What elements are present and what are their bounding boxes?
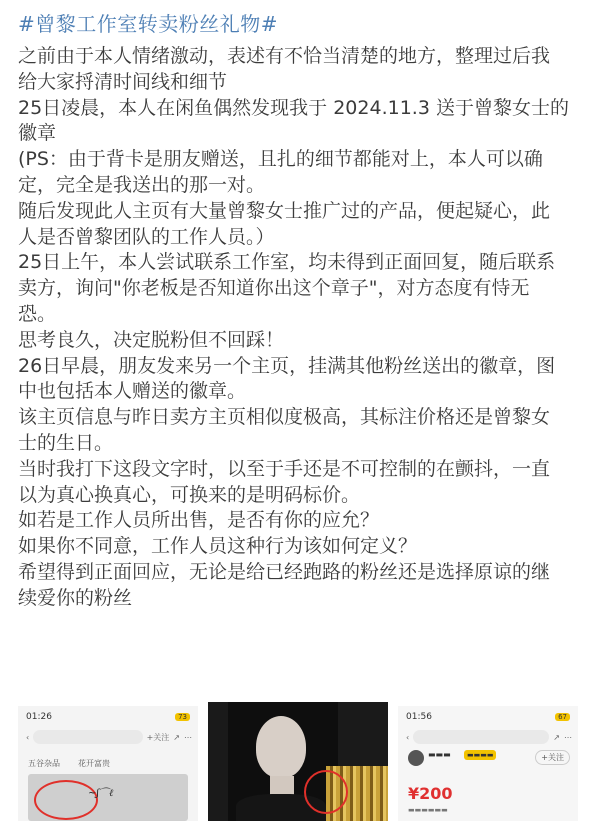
top-bar bbox=[406, 728, 572, 746]
body-line: 士的生日。 bbox=[18, 431, 114, 454]
photo-thumbnail-badge[interactable] bbox=[208, 702, 388, 821]
seller-badge: ▬▬▬▬ bbox=[464, 750, 496, 760]
back-arrow-icon[interactable]: ‹ bbox=[406, 732, 410, 742]
body-line: 如果你不同意，工作人员这种行为该如何定义？ bbox=[18, 535, 418, 558]
category-tag: 花开富贵 bbox=[78, 759, 110, 768]
status-bar bbox=[26, 712, 190, 722]
body-line: 当时我打下这段文字时，以至于手还是不可控制的在颤抖，一直 bbox=[18, 457, 551, 480]
body-line: 思考良久，决定脱粉但不回踩！ bbox=[18, 328, 285, 351]
back-arrow-icon[interactable]: ‹ bbox=[26, 732, 30, 742]
follow-button[interactable]: +关注 bbox=[535, 750, 570, 765]
search-box[interactable] bbox=[33, 730, 142, 744]
item-price: ¥200 bbox=[408, 784, 453, 803]
body-line: 续爱你的粉丝 bbox=[18, 586, 133, 609]
handwriting-image: ~ʃ⌒ℓ bbox=[88, 788, 114, 799]
seller-avatar[interactable] bbox=[408, 750, 424, 766]
portrait-face bbox=[256, 716, 306, 778]
search-box[interactable] bbox=[413, 730, 549, 744]
body-line: 徽章 bbox=[18, 122, 57, 145]
body-line: 恐。 bbox=[18, 302, 57, 325]
body-line: 25日凌晨，本人在闲鱼偶然发现我于 2024.11.3 送于曾黎女士的 bbox=[18, 96, 569, 119]
share-icon[interactable]: ↗ bbox=[553, 732, 560, 742]
body-line: 给大家捋清时间线和细节 bbox=[18, 70, 228, 93]
status-time: 01:26 bbox=[26, 712, 52, 722]
body-line: 26日早晨，朋友发来另一个主页，挂满其他粉丝送出的徽章，图 bbox=[18, 354, 556, 377]
portrait-neck bbox=[270, 776, 294, 796]
battery-indicator bbox=[171, 712, 190, 722]
status-time: 01:56 bbox=[406, 712, 432, 722]
body-line: 之前由于本人情绪激动，表述有不恰当清楚的地方，整理过后我 bbox=[18, 45, 551, 67]
item-meta: ▬▬▬▬▬▬ bbox=[408, 806, 448, 814]
seller-name-image: ▬▬▬ bbox=[428, 750, 451, 759]
body-line: 希望得到正面回应，无论是给已经跑路的粉丝还是选择原谅的继 bbox=[18, 560, 551, 583]
red-circle-annotation bbox=[304, 770, 348, 814]
top-bar bbox=[26, 728, 192, 746]
more-icon[interactable]: ⋯ bbox=[184, 732, 192, 742]
body-line: 该主页信息与昨日卖方主页相似度极高，其标注价格还是曾黎女 bbox=[18, 406, 551, 429]
body-line: 随后发现此人主页有大量曾黎女士推广过的产品，便起疑心，此 bbox=[18, 199, 551, 222]
body-line: 以为真心换真心，可换来的是明码标价。 bbox=[18, 483, 361, 506]
post-body bbox=[18, 44, 590, 612]
screenshot-thumbnail-listing[interactable] bbox=[398, 706, 578, 821]
body-line: 如若是工作人员所出售，是否有你的应允？ bbox=[18, 509, 380, 532]
body-line: 25日上午，本人尝试联系工作室，均未得到正面回复，随后联系 bbox=[18, 251, 556, 274]
hashtag-title[interactable]: #曾黎工作室转卖粉丝礼物# bbox=[18, 12, 279, 36]
share-icon[interactable]: ↗ bbox=[173, 732, 180, 742]
battery-level: 67 bbox=[555, 713, 570, 721]
body-line: 定，完全是我送出的那一对。 bbox=[18, 173, 266, 196]
body-line: 卖方，询问"你老板是否知道你出这个章子"，对方态度有恃无 bbox=[18, 277, 530, 300]
body-line: (PS：由于背卡是朋友赠送，且扎的细节都能对上，本人可以确 bbox=[18, 148, 543, 171]
body-line: 中也包括本人赠送的徽章。 bbox=[18, 380, 247, 403]
battery-level: 73 bbox=[175, 713, 190, 721]
battery-indicator bbox=[551, 712, 570, 722]
category-tag: 五谷杂品 bbox=[28, 759, 60, 768]
follow-button[interactable]: +关注 bbox=[146, 732, 170, 742]
status-bar bbox=[406, 712, 570, 722]
body-line: 人是否曾黎团队的工作人员。） bbox=[18, 225, 275, 248]
screenshot-thumbnail-seller-page[interactable] bbox=[18, 706, 198, 821]
more-icon[interactable]: ⋯ bbox=[564, 732, 572, 742]
image-gallery bbox=[0, 706, 600, 821]
